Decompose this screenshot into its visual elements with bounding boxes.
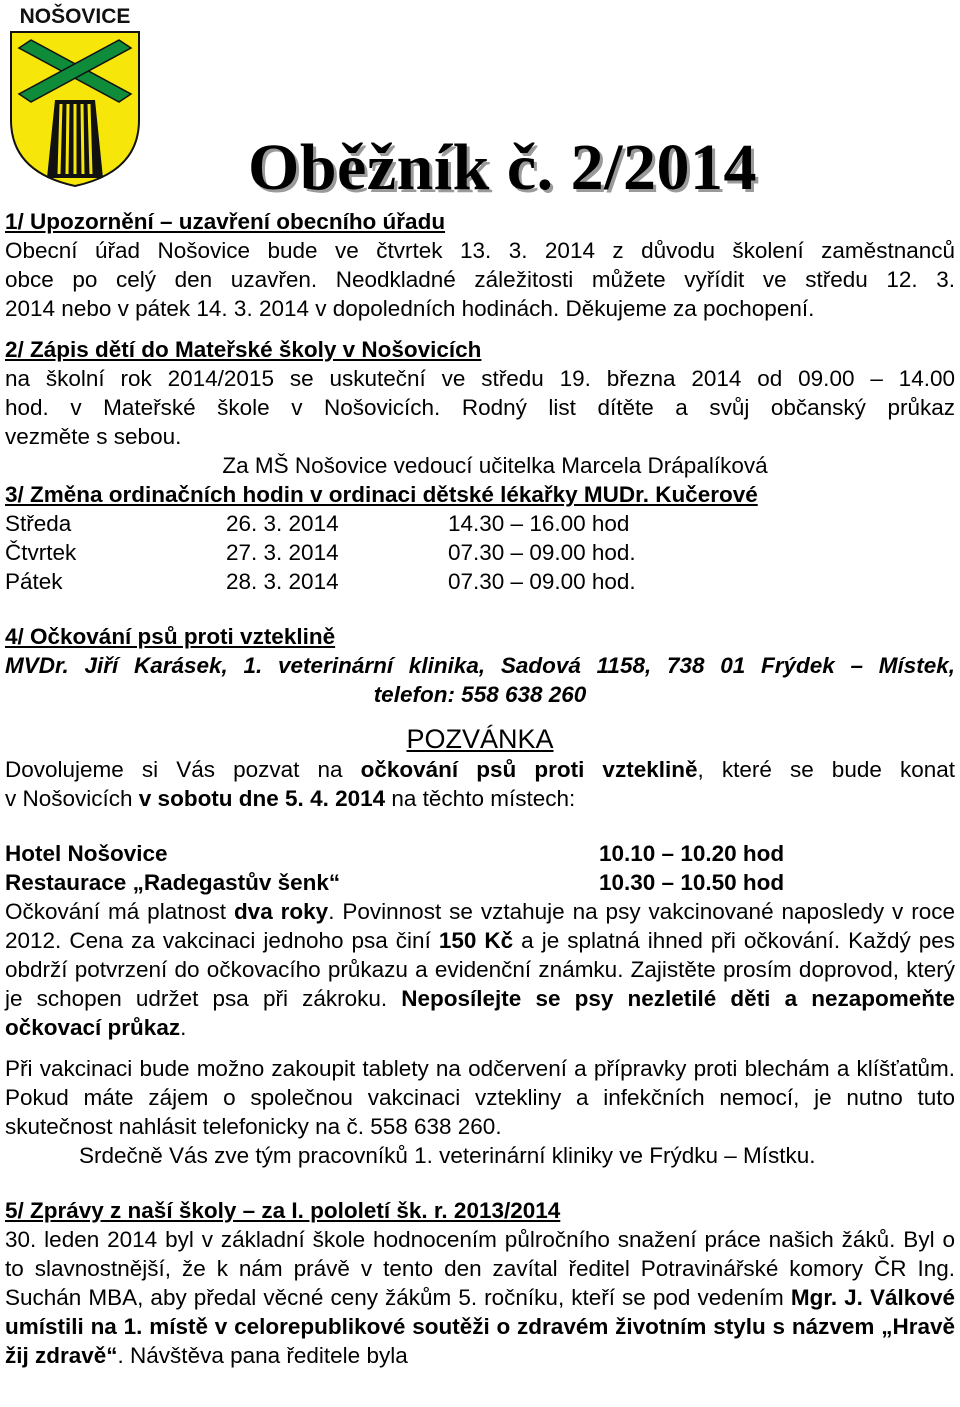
vaccination-place [5, 839, 955, 868]
section-1-heading: 1/ Upozornění – uzavření obecního úřadu [5, 209, 446, 234]
schedule-time: 07.30 – 09.00 hod. [448, 540, 636, 565]
price: 150 Kč [438, 928, 514, 953]
vet-phone: telefon: 558 638 260 [373, 682, 587, 707]
place-name: Hotel Nošovice [5, 841, 168, 866]
school-news [5, 1225, 955, 1370]
schedule-date: 27. 3. 2014 [226, 540, 339, 565]
invitation-title: POZVÁNKA [406, 724, 554, 754]
schedule-row [5, 567, 955, 596]
place-name: Restaurace „Radegastův šenk“ [5, 870, 341, 895]
nosovice-coat-of-arms [5, 2, 145, 188]
schedule-date: 26. 3. 2014 [226, 511, 339, 536]
crest-name: NOŠOVICE [19, 5, 131, 28]
text: Očkování má platnost [5, 899, 234, 924]
text: . Povinnost se vztahuje na psy vakcinované naposledy v roce 2012. Cena za vakcinaci jednoho psa činí [5, 899, 956, 953]
schedule-day: Pátek [5, 569, 63, 594]
section-2-heading: 2/ Zápis dětí do Mateřské školy v Nošovicích [5, 337, 482, 362]
invitation-line [5, 784, 955, 813]
schedule-row [5, 509, 955, 538]
section-2-line: hod. v Mateřské škole v Nošovicích. Rodný list dítěte a svůj občanský průkaz [5, 395, 955, 420]
warning-text: Neposílejte se psy nezletilé děti a nezapomeňte očkovací průkaz [5, 986, 956, 1040]
page-title: Oběžník č. 2/2014 [248, 131, 758, 204]
vaccination-info [5, 897, 955, 1042]
section-4-heading: 4/ Očkování psů proti vzteklině [5, 624, 336, 649]
text: a je splatná ihned při očkování. Každý pes obdrží potvrzení do očkovacího průkazu a evidenční známku. Zajistěte prosím doprovod, který je schopen udržet psa při zákroku. [5, 928, 955, 1011]
vet-address: MVDr. Jiří Karásek, 1. veterinární klinika, Sadová 1158, 738 01 Frýdek – Místek, [5, 653, 955, 678]
vaccination-place [5, 868, 955, 897]
invitation-line [5, 755, 955, 784]
section-1-line: obce po celý den uzavřen. Neodkladné záležitosti můžete vyřídit ve středu 12. 3. [5, 267, 955, 292]
schedule-row [5, 538, 955, 567]
kindergarten-signature: Za MŠ Nošovice vedoucí učitelka Marcela Drápalíková [222, 453, 768, 478]
invitation-text: , které se bude konat [697, 757, 955, 782]
section-1-line: Obecní úřad Nošovice bude ve čtvrtek 13. 3. 2014 z důvodu školení zaměstnanců [5, 238, 955, 263]
invitation-text: na těchto místech: [385, 786, 576, 811]
schedule-date: 28. 3. 2014 [226, 569, 339, 594]
newsletter-content [5, 207, 955, 1370]
invitation-text: Dovolujeme si Vás pozvat na [5, 757, 361, 782]
text-bold: dva roky [233, 899, 329, 924]
text: . Návštěva pana ředitele byla [117, 1343, 408, 1368]
section-2-line: na školní rok 2014/2015 se uskuteční ve středu 19. března 2014 od 09.00 – 14.00 [5, 366, 955, 391]
section-1-line: 2014 nebo v pátek 14. 3. 2014 v dopoledních hodinách. Děkujeme za pochopení. [5, 296, 815, 321]
schedule-time: 14.30 – 16.00 hod [448, 511, 630, 536]
schedule-time: 07.30 – 09.00 hod. [448, 569, 636, 594]
vaccination-extra-info: Při vakcinaci bude možno zakoupit tablety na odčervení a přípravky proti blechám a klíšťatům. Pokud máte zájem o společnou vakcinaci vztekliny a infekčních nemocí, je nutno tuto skutečnost nahlásit telefonicky na č. 558 638 260. [5, 1056, 955, 1139]
section-2-line: vezměte s sebou. [5, 424, 182, 449]
invitation-event: očkování psů proti vzteklině [360, 757, 698, 782]
vet-signature: Srdečně Vás zve tým pracovníků 1. veterinární kliniky ve Frýdku – Místku. [79, 1143, 816, 1168]
invitation-date: v sobotu dne 5. 4. 2014 [138, 786, 386, 811]
text: . [180, 1015, 187, 1040]
text: 30. leden 2014 byl v základní škole hodnocením půlročního snažení práce našich žáků. Byl o to slavnostnější, že k nám právě v tento den zavítal ředitel Potravinářské komory ČR Ing. Suchán MBA, aby předal věcné ceny žákům 5. ročníku, kteří se pod vedením [5, 1227, 955, 1310]
text-bold: Mgr. J. Válkové umístili na 1. místě v celorepublikové soutěži o zdravém životním stylu s názvem „Hravě žij zdravě“ [5, 1285, 956, 1368]
schedule-day: Čtvrtek [5, 540, 77, 565]
section-5-heading: 5/ Zprávy z naší školy – za I. pololetí šk. r. 2013/2014 [5, 1198, 561, 1223]
place-time: 10.10 – 10.20 hod [599, 841, 785, 866]
invitation-text: v Nošovicích [5, 786, 139, 811]
place-time: 10.30 – 10.50 hod [599, 870, 785, 895]
section-3-heading: 3/ Změna ordinačních hodin v ordinaci dětské lékařky MUDr. Kučerové [5, 482, 758, 507]
schedule-day: Středa [5, 511, 72, 536]
